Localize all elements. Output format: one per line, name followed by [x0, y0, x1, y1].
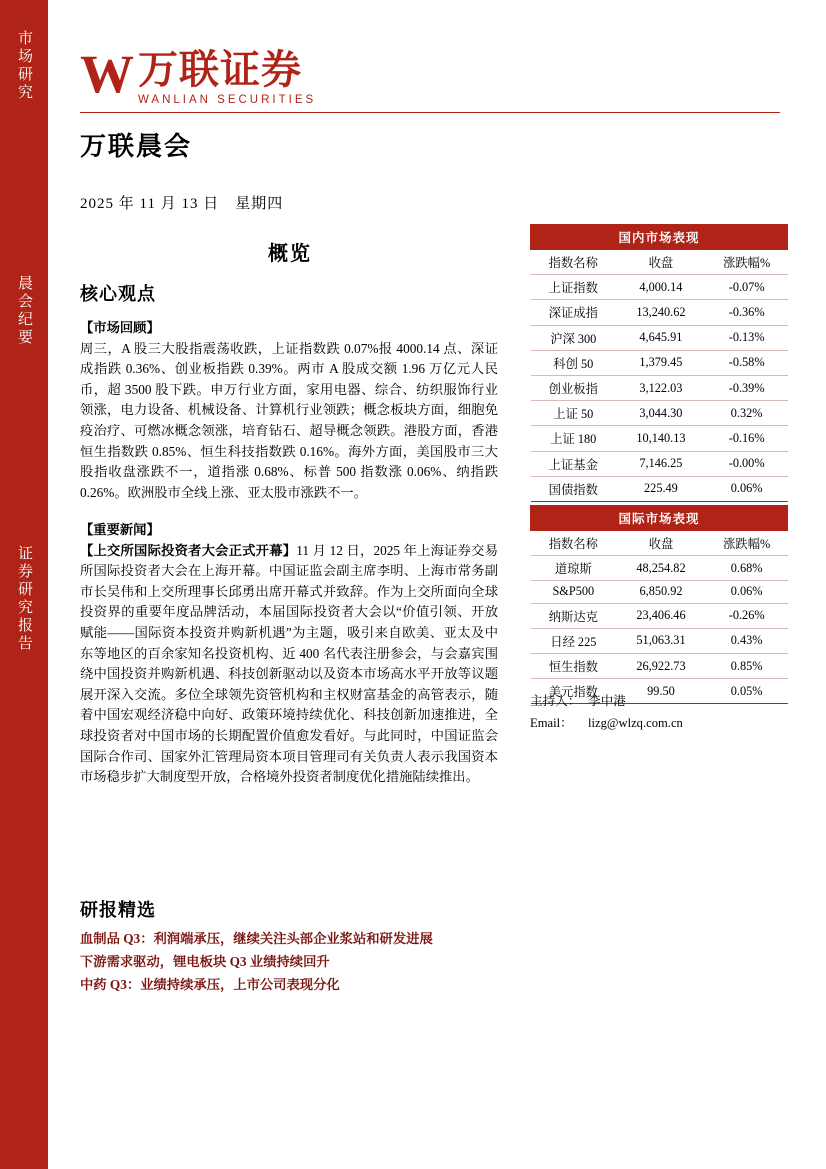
table-row	[531, 300, 788, 325]
cell-change: 0.68%	[706, 556, 788, 581]
column-header-index-name: 指数名称	[531, 250, 617, 275]
cell-close: 48,254.82	[616, 556, 706, 581]
table-row	[531, 628, 788, 653]
logo-company-name-cn: 万联证券	[138, 47, 302, 92]
table-row	[531, 581, 788, 603]
cell-change: -0.36%	[706, 300, 788, 325]
cell-index-name: 创业板指	[531, 375, 617, 400]
cell-index-name: 科创 50	[531, 350, 617, 375]
cell-change: 0.06%	[706, 581, 788, 603]
market-review-lead: 【市场回顾】	[80, 320, 160, 335]
logo-company-name-en: WANLIAN SECURITIES	[138, 94, 317, 106]
column-header-change: 涨跌幅%	[706, 531, 788, 556]
table-row	[531, 603, 788, 628]
table-row	[531, 476, 788, 501]
contact-email-row	[530, 712, 683, 734]
cell-change: 0.05%	[706, 679, 788, 704]
cell-close: 4,645.91	[616, 325, 706, 350]
cell-index-name: 国债指数	[531, 476, 617, 501]
column-header-change: 涨跌幅%	[706, 250, 788, 275]
news-text: 11 月 12 日，2025 年上海证券交易所国际投资者大会在上海开幕。中国证监会副主席李明、上海市常务副市长吴伟和上交所理事长邱勇出席开幕式并致辞。作为上交所面向全球投资界的重要年度品牌活动，本届国际投资者大会以“价值引领、开放赋能——国际资本投资并购新机遇”为主题，吸引来自欧美、亚太及中东等地区的百余家知名投资机构、近 400 名代表注册参会，与会嘉宾围绕中国投资并购新机遇、科技创新驱动以及资本市场高水平开放等议题展开深入交流。多位全球领先资管机构和主权财富基金的高管表示，随着中国宏观经济稳中向好、政策环境持续优化、科技创新加速推进，全球投资者对中国市场的长期配置价值愈发看好。与此同时，中国证监会国际合作司、国家外汇管理局资本项目管理司有关负责人表示我国资本市场稳步扩大制度型开放，合格境外投资者制度优化措施陆续推出。	[80, 542, 498, 785]
table-row	[531, 375, 788, 400]
market-review-text: 周三，A 股三大股指震荡收跌，上证指数跌 0.07%报 4000.14 点、深证成指跌 0.36%、创业板指跌 0.39%。两市 A 股成交额 1.96 万亿元人民币，超 3500 股下跌。申万行业方面，家用电器、综合、纺织服饰行业领涨，电力设备、机械设备、计算机行业领跌；概念板块方面，细胞免疫治疗、可燃冰概念领涨，培育钻石、超导概念领跌。港股方面，香港恒生指数跌 0.85%、恒生科技指数跌 0.16%。海外方面，美国股市三大股指收盘涨跌不一，道指涨 0.68%、标普 500 指数涨 0.06%、纳指跌 0.26%。欧洲股市全线上涨、亚太股市涨跌不一。	[80, 340, 498, 500]
cell-index-name: 道琼斯	[531, 556, 617, 581]
table-row	[531, 350, 788, 375]
cell-index-name: 上证 50	[531, 401, 617, 426]
important-news-paragraph	[80, 520, 498, 788]
table-row	[531, 556, 788, 581]
cell-close: 1,379.45	[616, 350, 706, 375]
table-header-row	[531, 531, 788, 556]
market-review-paragraph	[80, 318, 498, 503]
list-item[interactable]: 中药 Q3：业绩持续承压，上市公司表现分化	[80, 977, 340, 992]
left-sidebar	[0, 0, 48, 1169]
cell-change: 0.85%	[706, 653, 788, 678]
cell-change: -0.16%	[706, 426, 788, 451]
research-highlights-title: 研报精选	[80, 900, 156, 920]
sidebar-block-morning-meeting-label: 晨会纪要	[16, 275, 32, 347]
table-caption-row	[531, 506, 788, 531]
cell-index-name: 纳斯达克	[531, 603, 617, 628]
list-item[interactable]: 下游需求驱动，锂电板块 Q3 业绩持续回升	[80, 954, 330, 969]
contact-host-value: 李中港	[588, 694, 626, 708]
contact-host-label: 主持人：	[530, 694, 581, 708]
cell-change: -0.26%	[706, 603, 788, 628]
cell-close: 6,850.92	[616, 581, 706, 603]
sidebar-block-market-research	[0, 30, 48, 108]
cell-close: 26,922.73	[616, 653, 706, 678]
cell-close: 10,140.13	[616, 426, 706, 451]
cell-index-name: 沪深 300	[531, 325, 617, 350]
cell-close: 7,146.25	[616, 451, 706, 476]
global-market-table	[530, 505, 788, 704]
cell-change: 0.43%	[706, 628, 788, 653]
core-view-title: 核心观点	[80, 284, 156, 304]
cell-close: 13,240.62	[616, 300, 706, 325]
cell-close: 4,000.14	[616, 275, 706, 300]
cell-change: -0.58%	[706, 350, 788, 375]
cell-close: 3,122.03	[616, 375, 706, 400]
research-highlights-list	[80, 928, 510, 997]
cell-change: -0.13%	[706, 325, 788, 350]
cell-close: 99.50	[616, 679, 706, 704]
overview-heading: 概览	[268, 243, 312, 265]
table-row	[531, 426, 788, 451]
cell-close: 23,406.46	[616, 603, 706, 628]
sidebar-block-research-report-label: 证券研究报告	[16, 545, 32, 653]
cell-close: 51,063.31	[616, 628, 706, 653]
cell-index-name: 上证指数	[531, 275, 617, 300]
publish-date: 2025 年 11 月 13 日 星期四	[80, 196, 284, 212]
cell-index-name: S&P500	[531, 581, 617, 603]
company-logo	[80, 44, 317, 110]
column-header-index-name: 指数名称	[531, 531, 617, 556]
cell-change: 0.32%	[706, 401, 788, 426]
table-row	[531, 275, 788, 300]
cell-index-name: 上证 180	[531, 426, 617, 451]
sidebar-block-morning-meeting	[0, 275, 48, 353]
cell-change: 0.06%	[706, 476, 788, 501]
cell-index-name: 上证基金	[531, 451, 617, 476]
news-sub-lead: 【上交所国际投资者大会正式开幕】	[80, 542, 297, 558]
table-row	[531, 401, 788, 426]
sidebar-block-market-research-label: 市场研究	[16, 30, 32, 102]
contact-block	[530, 690, 683, 734]
logo-w-mark: W	[80, 44, 132, 104]
cell-index-name: 深证成指	[531, 300, 617, 325]
cell-change: -0.07%	[706, 275, 788, 300]
news-lead: 【重要新闻】	[80, 522, 160, 537]
sidebar-block-research-report	[0, 545, 48, 659]
domestic-table-caption: 国内市场表现	[531, 225, 788, 250]
cell-index-name: 恒生指数	[531, 653, 617, 678]
cell-close: 3,044.30	[616, 401, 706, 426]
cell-index-name: 美元指数	[531, 679, 617, 704]
contact-email-label: Email：	[530, 716, 573, 730]
table-caption-row	[531, 225, 788, 250]
cell-change: -0.00%	[706, 451, 788, 476]
cell-index-name: 日经 225	[531, 628, 617, 653]
cell-change: -0.39%	[706, 375, 788, 400]
contact-host-row	[530, 690, 683, 712]
header-divider	[80, 112, 780, 113]
global-table-caption: 国际市场表现	[531, 506, 788, 531]
domestic-market-table	[530, 224, 788, 502]
contact-email-value[interactable]: lizg@wlzq.com.cn	[588, 716, 683, 730]
cell-close: 225.49	[616, 476, 706, 501]
list-item[interactable]: 血制品 Q3：利润端承压，继续关注头部企业浆站和研发进展	[80, 931, 433, 946]
column-header-close: 收盘	[616, 250, 706, 275]
table-header-row	[531, 250, 788, 275]
column-header-close: 收盘	[616, 531, 706, 556]
table-row	[531, 325, 788, 350]
page-title: 万联晨会	[80, 132, 193, 161]
table-row	[531, 653, 788, 678]
table-row	[531, 451, 788, 476]
